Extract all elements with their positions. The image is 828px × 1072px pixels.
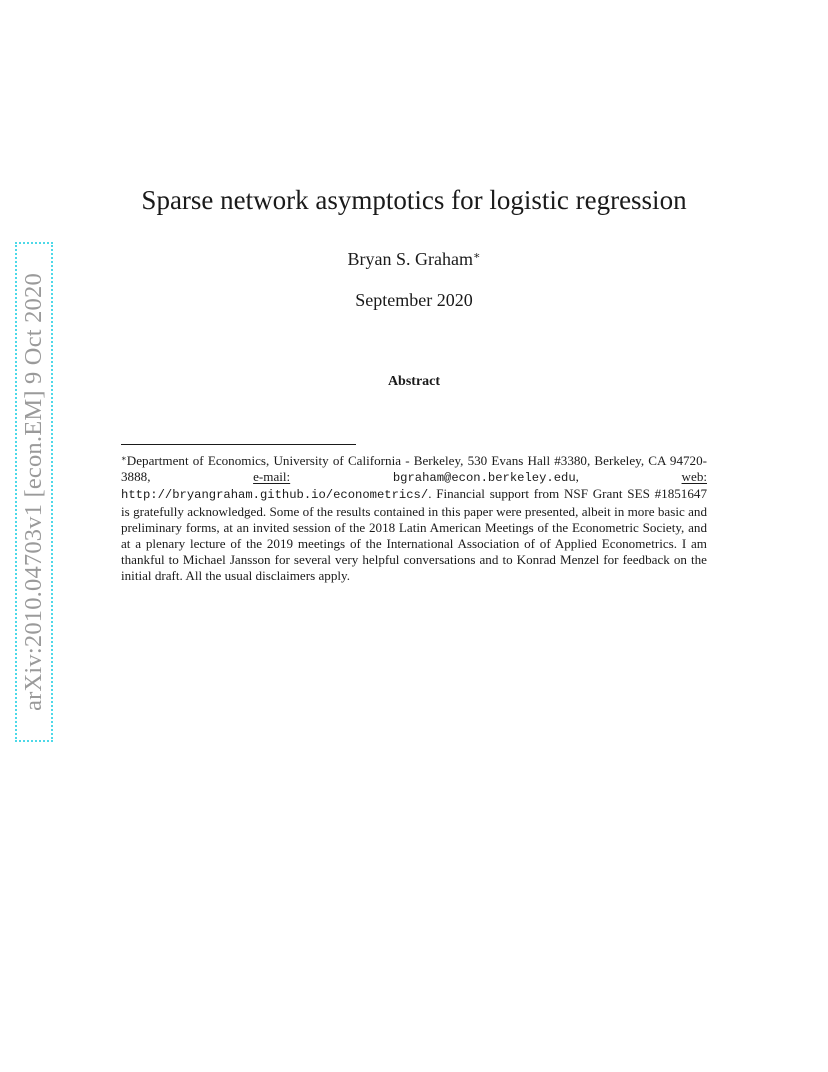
arxiv-stamp bbox=[15, 242, 53, 742]
footnote-acknowledgements: Financial support from NSF Grant SES #1851647 is gratefully acknowledged. Some of the results contained in this paper were presented, albeit in more basic and preliminary forms, at an invited session of the 2018 Latin American Meetings of the Econometric Society, and at a plenary lecture of the 2019 meetings of the International Association of of Applied Econometrics. I am thankful to Michael Jansson for several very helpful conversations and to Konrad Menzel for feedback on the initial draft. All the usual disclaimers apply. bbox=[121, 486, 707, 584]
web-link[interactable]: http://bryangraham.github.io/econometrics/ bbox=[121, 488, 429, 503]
arxiv-identifier: arXiv:2010.04703v1 [econ.EM] 9 Oct 2020 bbox=[20, 273, 47, 711]
author-footnote-mark: ∗ bbox=[473, 250, 481, 262]
author-name: Bryan S. Graham bbox=[347, 249, 473, 269]
author-footnote: ∗Department of Economics, University of California - Berkeley, 530 Evans Hall #3380, Berkeley, CA 94720-3888, e-mail: bgraham@econ.berkeley.edu, web: http://bryangraham.github.io/econometrics/. Financial support from NSF Grant SES #1851647 is gratefully acknowledged. Some of the results contained in this paper were presented, albeit in more basic and preliminary forms, at an invited session of the 2018 Latin American Meetings of the Econometric Society, and at a plenary lecture of the 2019 meetings of the International Association of of Applied Econometrics. I am thankful to Michael Jansson for several very helpful conversations and to Konrad Menzel for feedback on the initial draft. All the usual disclaimers apply. bbox=[121, 453, 707, 584]
email-link[interactable]: bgraham@econ.berkeley.edu bbox=[392, 471, 576, 486]
footnote-rule bbox=[121, 444, 356, 445]
paper-title: Sparse network asymptotics for logistic regression bbox=[141, 185, 687, 215]
footnote-mark: ∗ bbox=[121, 453, 127, 463]
publication-date: September 2020 bbox=[355, 290, 473, 310]
email-label: e-mail: bbox=[253, 469, 291, 485]
web-label: web: bbox=[681, 469, 707, 485]
footnote-affiliation: Department of Economics, University of California - Berkeley, 530 Evans Hall #3380, Berkeley, CA 94720-3888, bbox=[121, 453, 707, 485]
author bbox=[0, 249, 828, 270]
abstract-heading: Abstract bbox=[387, 374, 441, 389]
